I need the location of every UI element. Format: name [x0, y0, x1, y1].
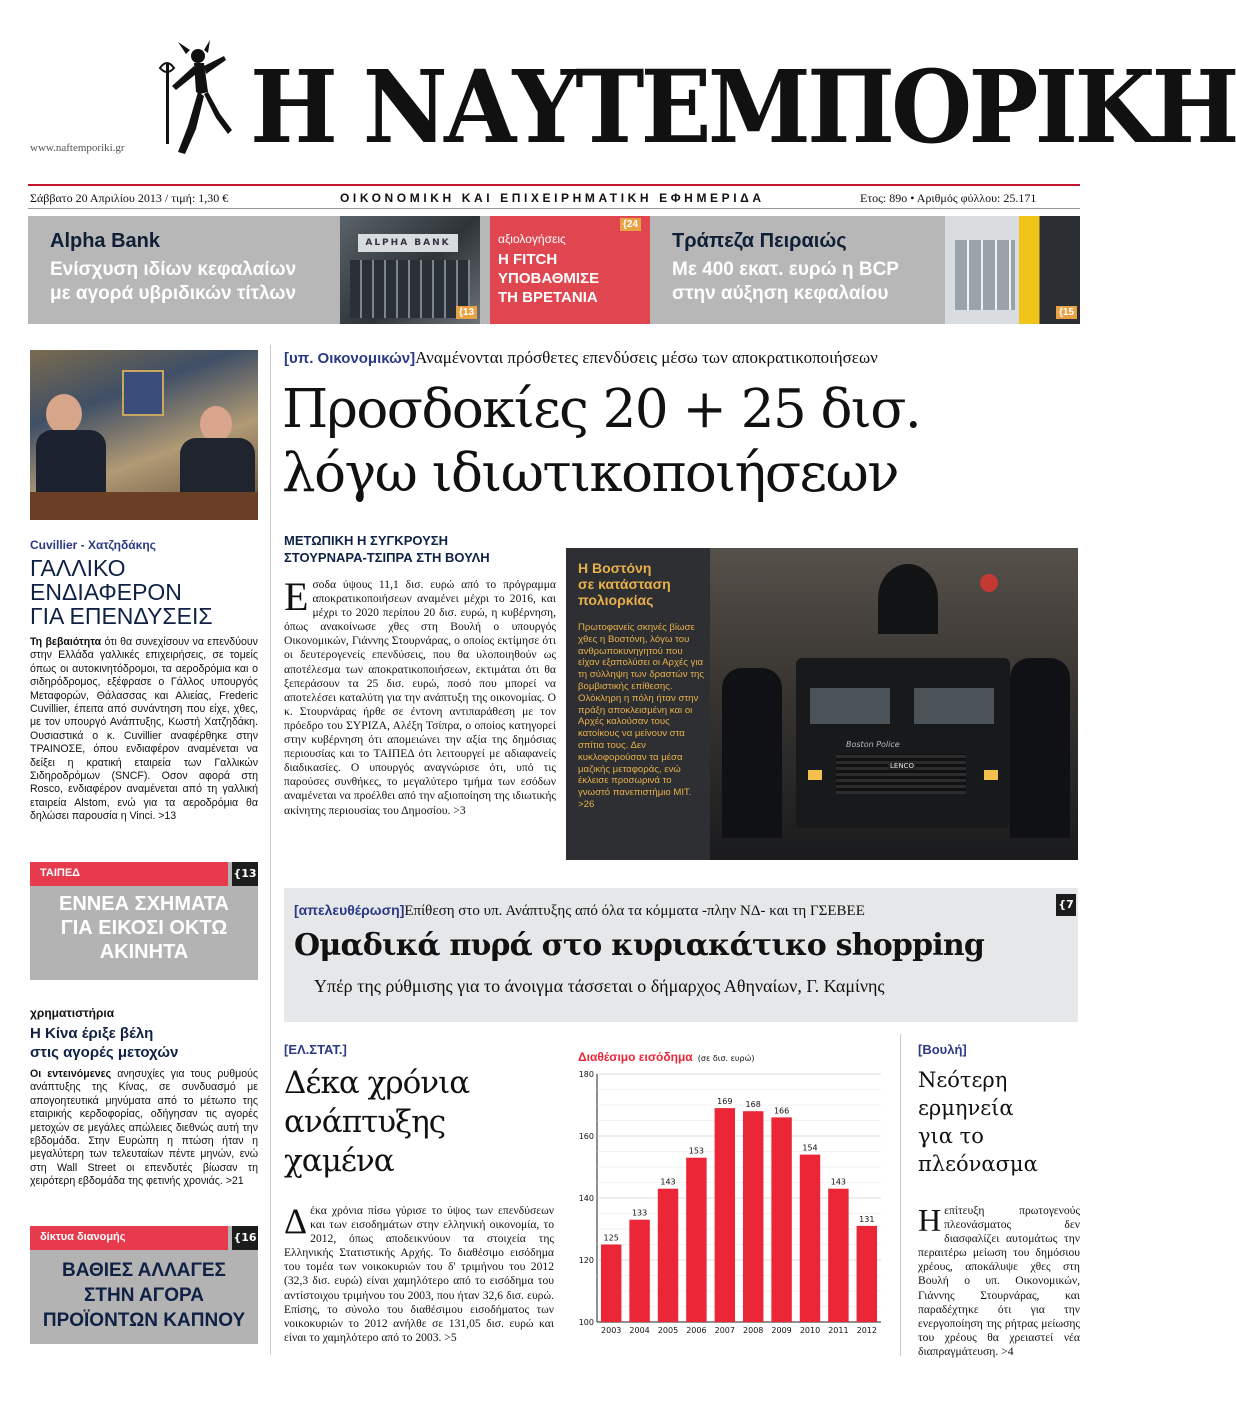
cuvillier-caption: Cuvillier - Χατζηδάκης — [30, 538, 156, 552]
main-tag: [υπ. Οικονομικών] — [284, 350, 416, 367]
teaser-fitch-line2: ΥΠΟΒΑΘΜΙΣΕ — [498, 270, 600, 287]
man-left-suit — [36, 430, 106, 500]
truck-window-left — [810, 688, 890, 724]
armored-truck — [796, 658, 1010, 828]
vouli-article — [918, 1204, 1080, 1359]
taiped-line2: ΓΙΑ ΕΙΚΟΣΙ ΟΚΤΩ — [60, 917, 228, 939]
chart-x-tick-label: 2007 — [714, 1326, 735, 1335]
vouli-headline-3: για το — [918, 1124, 984, 1148]
cuvillier-text: ότι θα συνεχίσουν να επενδύουν στην Ελλάδα γαλλικές επιχειρήσεις, σε τομείς όπως οι αυτοκινητόδρομοι, τα αεροδρόμια και ο σιδηρόδρομος, εξέφρασε ο Γάλλος υπουργός Μεταφορών, Θάλασσας και Αλιείας, Frederic Cuvillier, έπειτα από συνάντηση που είχε, χθες, με τον υπουργό Ανάπτυξης, Κωστή Χατζηδάκη. Ουσιαστικά ο κ. Cuvillier αναφέρθηκε στην ΤΡΑΙΝΟΣΕ, όπου ενδιαφέρον αναμένεται να δείξει η κρατική εταιρεία των Γαλλικών Σιδηροδρόμων (SNCF). Οσον αφορά στη Rosco, ενδιαφέρον αναμένεται από τη γαλλική εταιρεία Alstom, ενώ για τα αεροδρόμια θα δηλώσει παρουσία η Vinci. >13 — [30, 636, 258, 823]
taiped-line3: ΑΚΙΝΗΤΑ — [99, 941, 189, 963]
main-headline[interactable] — [282, 378, 1072, 506]
cuvillier-body — [30, 636, 258, 824]
chart-value-label: 143 — [830, 1177, 847, 1187]
china-body — [30, 1068, 258, 1189]
boston-headline-1: Η Βοστόνη — [578, 560, 652, 576]
chart-bar — [800, 1155, 820, 1322]
boston-photo — [710, 548, 1078, 860]
shopping-tag: [απελευθέρωση] — [294, 902, 405, 918]
shopping-sub: Υπέρ της ρύθμισης για το άνοιγμα τάσσεται ο δήμαρχος Αθηναίων, Γ. Καμίνης — [314, 976, 885, 996]
main-subheadline — [284, 532, 490, 566]
chart-title-line — [578, 1046, 754, 1065]
main-dropcap: Ε — [284, 574, 309, 619]
diktya-kicker: δίκτυα διανομής — [30, 1226, 228, 1250]
taiped-page: {13 — [232, 862, 258, 886]
chart-value-label: 154 — [802, 1143, 818, 1153]
teaser-alpha-page: {13 — [456, 306, 477, 319]
taiped-headline — [30, 892, 258, 964]
chart-value-label: 125 — [603, 1233, 619, 1243]
chart-x-tick-label: 2011 — [828, 1326, 849, 1335]
elstat-headline[interactable] — [284, 1064, 469, 1181]
chart-y-tick-label: 160 — [578, 1132, 594, 1141]
cuvillier-lead: Τη βεβαιότητα — [30, 636, 102, 648]
elstat-headline-1: Δέκα χρόνια — [284, 1065, 470, 1101]
chart-x-tick-label: 2009 — [771, 1326, 792, 1335]
vouli-headline-4: πλεόνασμα — [918, 1152, 1038, 1176]
teaser-fitch[interactable] — [490, 216, 650, 324]
teaser-alpha-line2: με αγορά υβριδικών τίτλων — [50, 283, 297, 304]
taiped-box[interactable] — [30, 862, 258, 980]
main-headline-2: λόγω ιδιωτικοποιήσεων — [282, 443, 898, 504]
vouli-headline-2: ερμηνεία — [918, 1096, 1014, 1120]
elstat-dropcap: Δ — [284, 1201, 308, 1241]
boston-body: Πρωτοφανείς σκηνές βίωσε χθες η Βοστόνη, λόγω του ανθρωποκυνηγητού που είχαν εξαπολύσει οι Αρχές για τη σύλληψη των δραστών της βομβιστικής επίθεσης. Ολόκληρη η πόλη ήταν στην πράξη αποκλεισμένη και οι Αρχές καλούσαν τους κατοίκους να μείνουν στα σπίτια τους. Δεν κυκλοφορούσαν τα μέσα μαζικής μεταφοράς, ενώ έκλεισε προσωρινά το γνωστό πανεπιστήμιο MIT. >26 — [578, 622, 704, 810]
building-windows — [955, 240, 1015, 310]
building-windows — [350, 260, 470, 318]
truck-light-right — [984, 770, 998, 780]
main-sub-1: ΜΕΤΩΠΙΚΗ Η ΣΥΓΚΡΟΥΣΗ — [284, 533, 448, 548]
china-lead: Οι εντεινόμενες — [30, 1068, 112, 1080]
shopping-page: {7 — [1056, 894, 1076, 916]
masthead-rule-bottom — [28, 208, 1080, 209]
chart-bar — [686, 1158, 706, 1322]
chart-value-label: 143 — [660, 1177, 676, 1187]
cuvillier-headline[interactable] — [30, 556, 258, 628]
china-headline-2: στις αγορές μετοχών — [30, 1044, 179, 1061]
man-right-head — [200, 406, 232, 442]
boston-headline-2: σε κατάσταση — [578, 576, 671, 592]
date-price: Σάββατο 20 Απριλίου 2013 / τιμή: 1,30 € — [30, 191, 229, 205]
issue-number: Ετος: 89ο • Αριθμός φύλλου: 25.171 — [860, 191, 1037, 205]
main-article — [284, 574, 556, 818]
stop-sign — [980, 574, 998, 592]
vouli-tag: [Βουλή] — [918, 1042, 967, 1057]
chart-title: Διαθέσιμο εισόδημα — [578, 1050, 693, 1064]
truck-light-left — [808, 770, 822, 780]
chart-x-tick-label: 2008 — [743, 1326, 764, 1335]
vouli-headline-1: Νεότερη — [918, 1068, 1008, 1092]
truck-brand: LENCO — [890, 762, 914, 770]
vouli-headline[interactable] — [918, 1066, 1038, 1178]
truck-grille — [836, 754, 966, 794]
main-body: σοδα ύψους 11,1 δισ. ευρώ από το πρόγραμμα αποκρατικοποιήσεων αναμένει μέχρι το 2016, και μέχρι το 2020 περίπου 20 δισ. ευρώ, η κυβέρνηση, όπως ανακοίνωσε χθες στη Βουλή ο υπουργός Οικονομικών, Γιάννης Στουρνάρας, ο οποίος εκτίμησε ότι οι δευτερογενείς επενδύσεις, που θα υλοποιηθούν ως αποτέλεσμα των αποκρατικοποιήσεων, εκτιμάται ότι θα ξεπεράσουν τα 25 δισ. ευρώ, ποσό που μπορεί να αποτελέσει καταλύτη για την ανάπτυξη της οικονομίας. Ο κ. Στουρνάρας ήρθε σε έντονη αντιπαράθεση με τον πρόεδρο του ΣΥΡΙΖΑ, Αλέξη Τσίπρα, ο οποίος κατηγορεί στην κυβέρνηση ότι απομειώνει την αξία της δημόσιας περιουσίας και το ΤΑΙΠΕΔ ότι λειτουργεί με αδιαφανείς διαδικασίες. Ο υπουργός αναγνώρισε ότι, υπό τις παρούσες συνθήκες, το μεγαλύτερο τμήμα των εσόδων αναμένεται να προέλθει από την αξιοποίηση της ιδιωτικής ακίνητης περιουσίας του Δημοσίου. >3 — [284, 578, 556, 817]
taiped-line1: ΕΝΝΕΑ ΣΧΗΜΑΤΑ — [59, 893, 229, 915]
teaser-fitch-line1: Η FITCH — [498, 251, 558, 268]
chart-bar — [857, 1226, 877, 1322]
shopping-kicker: Επίθεση στο υπ. Ανάπτυξης από όλα τα κόμματα -πλην ΝΔ- και τη ΓΣΕΒΕΕ — [404, 903, 865, 919]
teaser-fitch-page: {24 — [620, 218, 641, 231]
china-headline[interactable] — [30, 1024, 258, 1062]
diktya-line1: ΒΑΘΙΕΣ ΑΛΛΑΓΕΣ — [62, 1260, 226, 1281]
vouli-body: επίτευξη πρωτογενούς πλεονάσματος δεν διασφαλίζει αυτομάτως την περαιτέρω μείωση του δημόσιου χρέους, αποκάλυψε χθες στη Βουλή ο υπ. Οικονομικών, Γιάννης Στουρνάρας, και παραδέχτηκε ότι για την ενεργοποίηση της ρήτρας μείωσης του χρέους θα χρειαστεί νέα διαπραγμάτευση. >4 — [918, 1204, 1080, 1358]
alpha-sign: ALPHA BANK — [358, 234, 458, 252]
desk — [30, 492, 258, 520]
cuvillier-headline-1: ΓΑΛΛΙΚΟ — [30, 555, 126, 581]
chart-y-tick-label: 100 — [578, 1318, 594, 1327]
main-sub-2: ΣΤΟΥΡΝΑΡΑ-ΤΣΙΠΡΑ ΣΤΗ ΒΟΥΛΗ — [284, 550, 490, 565]
officers-right — [1010, 658, 1070, 838]
chart-value-label: 153 — [688, 1146, 705, 1156]
boston-headline-3: πολιορκίας — [578, 592, 654, 608]
shopping-headline: Ομαδικά πυρά στο κυριακάτικο shopping — [294, 928, 985, 963]
masthead-title: Η ΝΑΥΤΕΜΠΟΡΙΚΗ — [250, 48, 1236, 166]
cuvillier-headline-2: ΕΝΔΙΑΦΕΡΟΝ — [30, 579, 182, 605]
teaser-alpha-bank[interactable] — [28, 216, 480, 324]
income-chart — [575, 1042, 890, 1352]
column-divider — [270, 345, 271, 1355]
chart-value-label: 133 — [631, 1208, 648, 1218]
teaser-fitch-line3: ΤΗ ΒΡΕΤΑΝΙΑ — [498, 289, 598, 306]
mercury-logo-icon — [158, 34, 238, 164]
officers-left — [722, 668, 782, 838]
truck-window-right — [914, 688, 994, 724]
china-headline-1: Η Κίνα έριξε βέλη — [30, 1025, 154, 1042]
diktya-box[interactable] — [30, 1226, 258, 1344]
chart-bar — [743, 1111, 763, 1322]
masthead-tagline: ΟΙΚΟΝΟΜΙΚΗ ΚΑΙ ΕΠΙΧΕΙΡΗΜΑΤΙΚΗ ΕΦΗΜΕΡΙΔΑ — [340, 191, 765, 205]
chart-x-tick-label: 2003 — [601, 1326, 622, 1335]
diktya-headline — [30, 1258, 258, 1333]
teaser-piraeus-line1: Με 400 εκατ. ευρώ η BCP — [672, 259, 899, 280]
elstat-article — [284, 1201, 554, 1345]
teaser-fitch-kicker: αξιολογήσεις — [498, 232, 566, 246]
chart-x-tick-label: 2006 — [686, 1326, 707, 1335]
chart-value-label: 131 — [859, 1214, 875, 1224]
masthead-rule-top — [28, 184, 1080, 186]
chart-y-tick-label: 120 — [578, 1256, 594, 1265]
teaser-alpha-line1: Ενίσχυση ιδίων κεφαλαίων — [50, 259, 297, 280]
vouli-dropcap: Η — [918, 1202, 942, 1238]
man-left-head — [46, 394, 82, 434]
teaser-piraeus-page: {15 — [1056, 306, 1077, 319]
elstat-body: έκα χρόνια πίσω γύρισε το ύψος των επενδύσεων και των εισοδημάτων στην ελληνική οικονομία, το 2012, όπως αποδεικνύουν τα στοιχεία της Ελληνικής Στατιστικής Αρχής. Το διαθέσιμο εισόδημα του τομέα των νοικοκυριών του δ' τριμήνου του 2012 (32,3 δισ. ευρώ) είναι χαμηλότερο από το εισόδημα του αντίστοιχου τριμήνου του 2003, που ήταν 32,6 δισ. ευρώ. Επίσης, το σύνολο του διαθέσιμου εισοδήματος των νοικοκυριών το 2012 ανήλθε σε 131,05 δισ. ευρώ και είναι το χαμηλότερο από το 2003. >5 — [284, 1204, 554, 1344]
chart-value-label: 168 — [745, 1100, 761, 1110]
chart-bar — [629, 1220, 649, 1322]
teaser-piraeus-name: Τράπεζα Πειραιώς — [672, 230, 847, 252]
main-kicker: Αναμένονται πρόσθετες επενδύσεις μέσω των αποκρατικοποιήσεων — [415, 348, 878, 367]
chart-y-tick-label: 180 — [578, 1070, 594, 1079]
elstat-headline-2: ανάπτυξης — [284, 1104, 446, 1140]
chart-bar — [601, 1245, 621, 1323]
chart-value-label: 166 — [773, 1106, 790, 1116]
website-url[interactable]: www.naftemporiki.gr — [30, 142, 125, 154]
shopping-kicker-line — [294, 902, 865, 920]
chart-x-tick-label: 2010 — [799, 1326, 821, 1335]
shopping-box[interactable] — [284, 888, 1078, 1022]
chart-svg — [575, 1066, 890, 1352]
turret — [878, 564, 938, 634]
painting — [122, 370, 164, 416]
china-text: ανησυχίες για τους ρυθμούς ανάπτυξης της Κίνας, σε συνδυασμό με απογοητευτικά μηνύματα από το μέτωπο της εταιρικής κερδοφορίας, οδήγησαν τις αγορές μετοχών σε μεγάλες απώλειες διεθνώς αυτή την εβδομάδα. Στην Ευρώπη η πτώση ήταν η μεγαλύτερη των τελευταίων πέντε μηνών, ενώ στη Wall Street οι επενδυτές βίωσαν τη χειρότερη εβδομάδα της φετινής χρονιάς. >21 — [30, 1068, 258, 1188]
chart-y-tick-label: 140 — [578, 1194, 594, 1203]
chart-bar — [828, 1189, 848, 1322]
boston-box[interactable] — [566, 548, 1078, 860]
chart-bar — [658, 1189, 678, 1322]
chart-x-tick-label: 2005 — [657, 1326, 679, 1335]
china-kicker: χρηματιστήρια — [30, 1006, 115, 1020]
elstat-headline-3: χαμένα — [284, 1143, 394, 1179]
diktya-line2: ΣΤΗΝ ΑΓΟΡΑ — [84, 1285, 204, 1306]
truck-label: Boston Police — [846, 740, 900, 749]
boston-headline — [578, 560, 671, 608]
cuvillier-photo — [30, 350, 258, 520]
main-kicker-line — [284, 348, 878, 368]
diktya-line3: ΠΡΟΪΟΝΤΩΝ ΚΑΠΝΟΥ — [42, 1310, 246, 1331]
chart-value-label: 169 — [717, 1097, 733, 1107]
cuvillier-headline-3: ΓΙΑ ΕΠΕΝΔΥΣΕΙΣ — [30, 603, 213, 629]
chart-bar — [715, 1108, 735, 1322]
main-headline-1: Προσδοκίες 20 + 25 δισ. — [282, 379, 921, 440]
taiped-kicker: ΤΑΙΠΕΔ — [30, 862, 228, 886]
teaser-piraeus-line2: στην αύξηση κεφαλαίου — [672, 283, 889, 304]
chart-unit: (σε δισ. ευρώ) — [697, 1054, 755, 1063]
diktya-page: {16 — [232, 1226, 258, 1250]
right-column-divider — [900, 1034, 901, 1356]
teaser-alpha-bank-name: Alpha Bank — [50, 230, 161, 252]
chart-bar — [771, 1117, 791, 1322]
chart-x-tick-label: 2004 — [629, 1326, 650, 1335]
elstat-tag: [ΕΛ.ΣΤΑΤ.] — [284, 1042, 347, 1057]
chart-x-tick-label: 2012 — [856, 1326, 877, 1335]
teaser-piraeus[interactable] — [660, 216, 1080, 324]
